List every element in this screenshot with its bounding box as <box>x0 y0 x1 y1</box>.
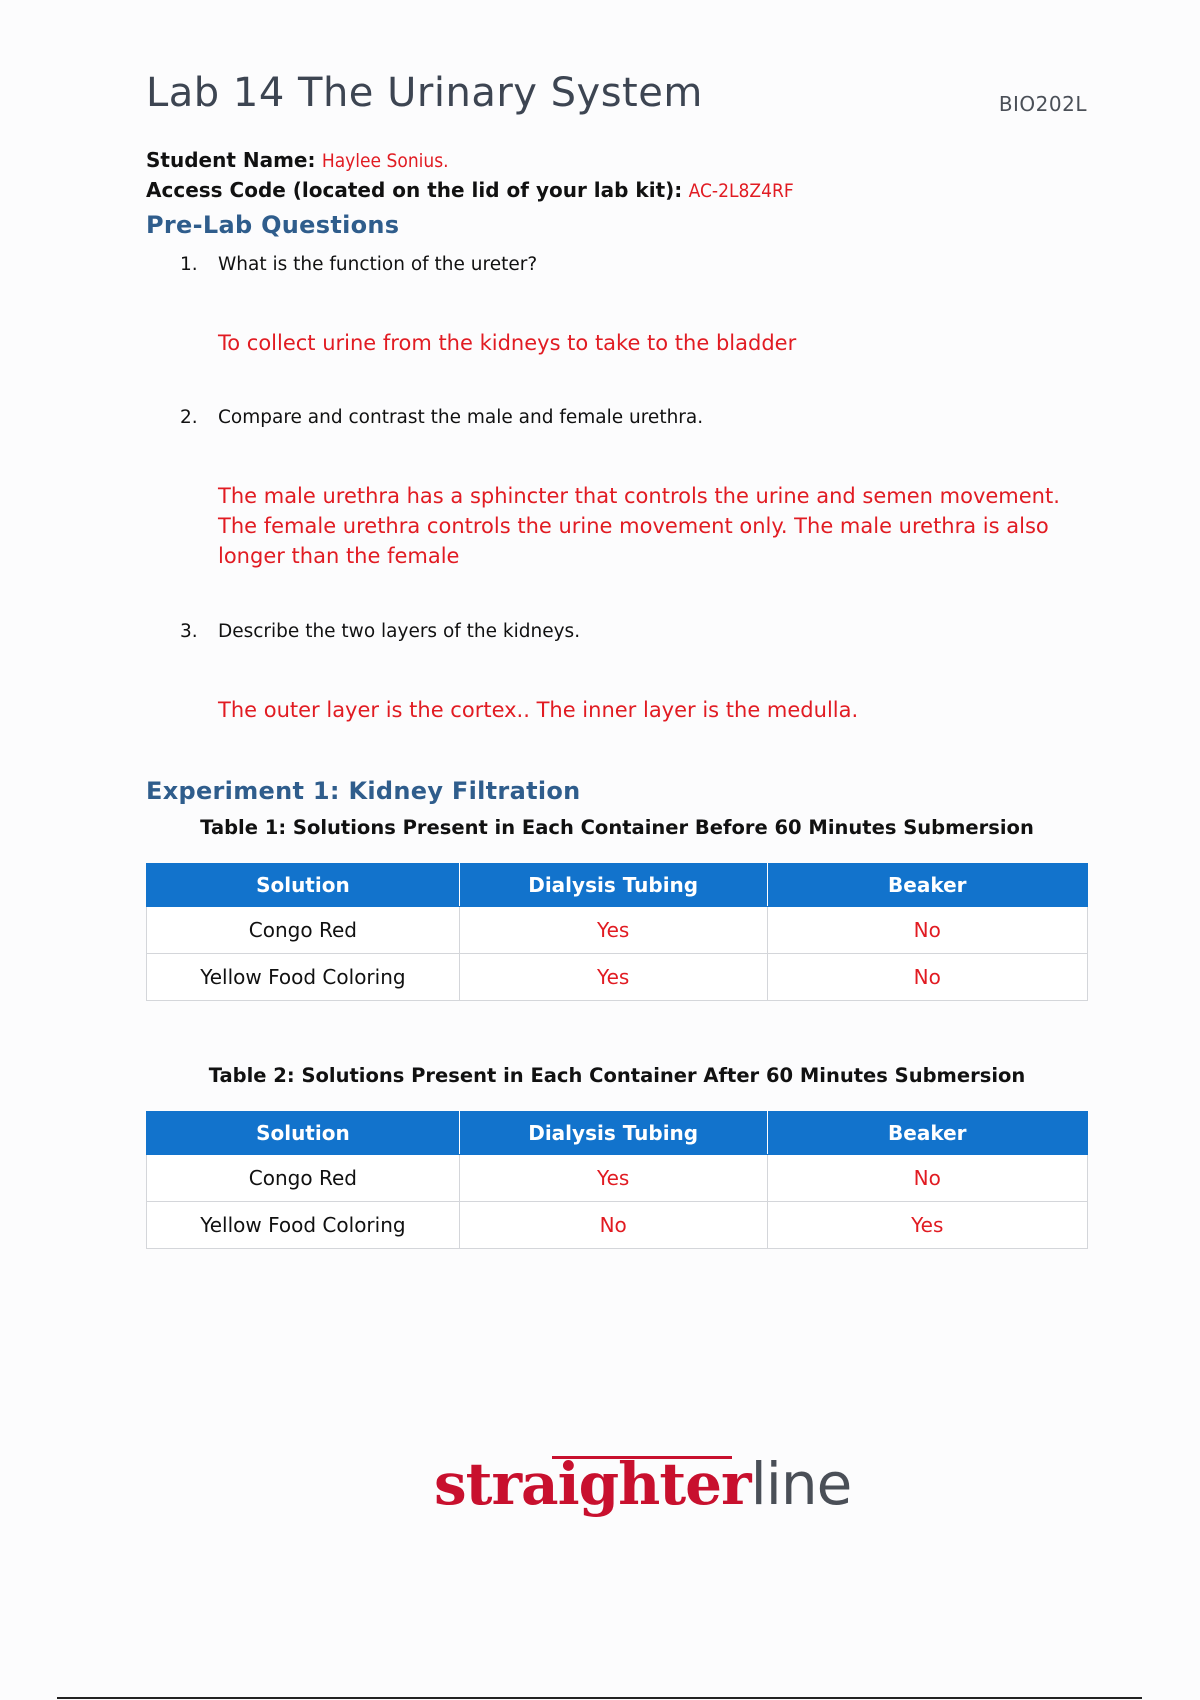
access-code-label: Access Code (located on the lid of your lab kit): <box>146 178 683 202</box>
solution-cell: Congo Red <box>147 907 460 954</box>
table1 <box>146 863 1088 1001</box>
course-code: BIO202L <box>998 92 1087 116</box>
solution-cell: Yellow Food Coloring <box>147 954 460 1001</box>
bottom-divider <box>57 1697 1142 1699</box>
solution-cell: Congo Red <box>147 1155 460 1202</box>
experiment1-heading: Experiment 1: Kidney Filtration <box>146 777 581 805</box>
table2 <box>146 1111 1088 1249</box>
beaker-cell: No <box>767 954 1087 1001</box>
solution-cell: Yellow Food Coloring <box>147 1202 460 1249</box>
header-beaker: Beaker <box>767 1112 1087 1155</box>
student-name-label: Student Name: <box>146 148 316 172</box>
table-row <box>147 907 1088 954</box>
access-code-value: AC-2L8Z4RF <box>688 180 794 202</box>
straighterline-logo <box>434 1450 851 1518</box>
question-number: 1. <box>180 254 198 275</box>
answer-2: The male urethra has a sphincter that controls the urine and semen movement. The female urethra controls the urine movement only. The male urethra is also longer than the female <box>218 484 1060 568</box>
header-dialysis-tubing: Dialysis Tubing <box>459 864 767 907</box>
question-text: Describe the two layers of the kidneys. <box>218 621 581 642</box>
dialysis-cell: Yes <box>459 954 767 1001</box>
header-dialysis-tubing: Dialysis Tubing <box>459 1112 767 1155</box>
table-row <box>147 954 1088 1001</box>
beaker-cell: Yes <box>767 1202 1087 1249</box>
table-header-row <box>147 1112 1088 1155</box>
question-1 <box>180 254 537 275</box>
access-code-row <box>146 176 794 206</box>
header-beaker: Beaker <box>767 864 1087 907</box>
table-row <box>147 1155 1088 1202</box>
header-solution: Solution <box>147 864 460 907</box>
logo-text-light: line <box>750 1450 852 1518</box>
dialysis-cell: Yes <box>459 907 767 954</box>
table1-caption: Table 1: Solutions Present in Each Container Before 60 Minutes Submersion <box>200 816 1034 839</box>
question-number: 2. <box>180 407 198 428</box>
table-header-row <box>147 864 1088 907</box>
student-name-value: Haylee Sonius. <box>321 150 449 172</box>
table-row <box>147 1202 1088 1249</box>
header-solution: Solution <box>147 1112 460 1155</box>
question-text: Compare and contrast the male and female urethra. <box>218 407 704 428</box>
dialysis-cell: Yes <box>459 1155 767 1202</box>
prelab-heading: Pre-Lab Questions <box>146 211 400 239</box>
student-info <box>146 146 794 206</box>
beaker-cell: No <box>767 1155 1087 1202</box>
question-number: 3. <box>180 621 198 642</box>
answer-1: To collect urine from the kidneys to take to the bladder <box>218 331 797 355</box>
question-3 <box>180 621 580 642</box>
page-title: Lab 14 The Urinary System <box>146 70 703 116</box>
table2-caption: Table 2: Solutions Present in Each Container After 60 Minutes Submersion <box>208 1064 1026 1087</box>
beaker-cell: No <box>767 907 1087 954</box>
student-name-row <box>146 146 794 176</box>
dialysis-cell: No <box>459 1202 767 1249</box>
answer-3: The outer layer is the cortex.. The inner layer is the medulla. <box>218 698 859 722</box>
question-2 <box>180 407 703 428</box>
logo-text-bold: straighter <box>434 1450 751 1518</box>
question-text: What is the function of the ureter? <box>218 254 538 275</box>
